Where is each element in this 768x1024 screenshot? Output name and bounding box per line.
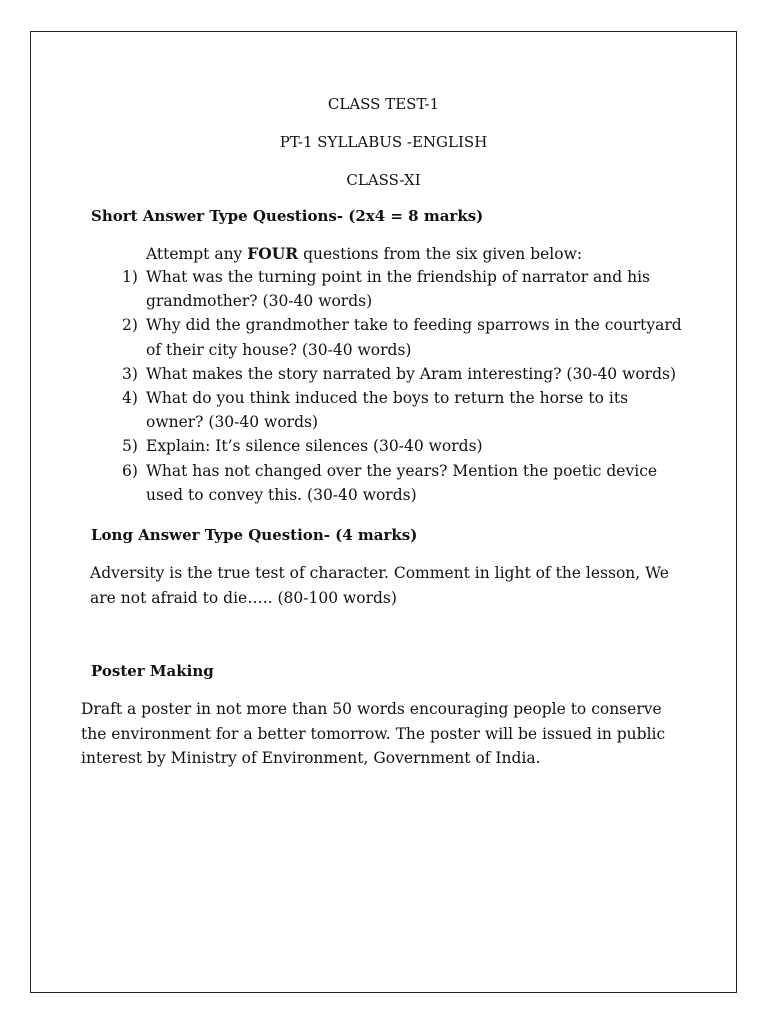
question-item <box>122 434 682 458</box>
long-answer-text: Adversity is the true test of character. Comment in light of the lesson, We are not afraid to die….. (80-100 words) <box>90 564 669 607</box>
poster-heading: Poster Making <box>91 662 214 680</box>
question-text: What do you think induced the boys to return the horse to its owner? (30-40 words) <box>146 389 629 432</box>
question-text: What makes the story narrated by Aram interesting? (30-40 words) <box>146 364 677 383</box>
long-answer-heading: Long Answer Type Question- (4 marks) <box>91 526 418 544</box>
question-item <box>122 386 682 434</box>
instruction-line <box>146 242 582 267</box>
question-text: Explain: It’s silence silences (30-40 words) <box>146 437 483 456</box>
class-title: CLASS-XI <box>346 171 421 189</box>
question-text: What was the turning point in the friendship of narrator and his grandmother? (30-40 words) <box>146 268 650 311</box>
question-item <box>122 265 682 313</box>
instruction-after: questions from the six given below: <box>298 245 583 263</box>
syllabus-title: PT-1 SYLLABUS -ENGLISH <box>279 133 488 151</box>
instruction-before: Attempt any <box>146 245 248 263</box>
short-answer-heading: Short Answer Type Questions- (2x4 = 8 marks) <box>91 207 484 225</box>
question-number: 4) <box>122 389 138 408</box>
poster-text: Draft a poster in not more than 50 words encouraging people to conserve the environment for a better tomorrow. The poster will be issued in public interest by Ministry of Environment, Government of India. <box>81 700 666 767</box>
question-item <box>122 313 682 361</box>
test-title: CLASS TEST-1 <box>327 95 440 113</box>
question-number: 6) <box>122 461 138 480</box>
instruction-bold: FOUR <box>247 244 299 263</box>
question-text: Why did the grandmother take to feeding sparrows in the courtyard of their city house? (30-40 words) <box>146 316 682 359</box>
question-number: 1) <box>122 268 138 286</box>
question-item <box>122 362 682 386</box>
question-number: 3) <box>122 364 138 383</box>
question-number: 5) <box>122 437 138 456</box>
question-text: What has not changed over the years? Mention the poetic device used to convey this. (30-40 words) <box>146 461 658 504</box>
question-item <box>122 459 682 507</box>
question-list <box>122 265 682 507</box>
question-number: 2) <box>122 316 138 335</box>
